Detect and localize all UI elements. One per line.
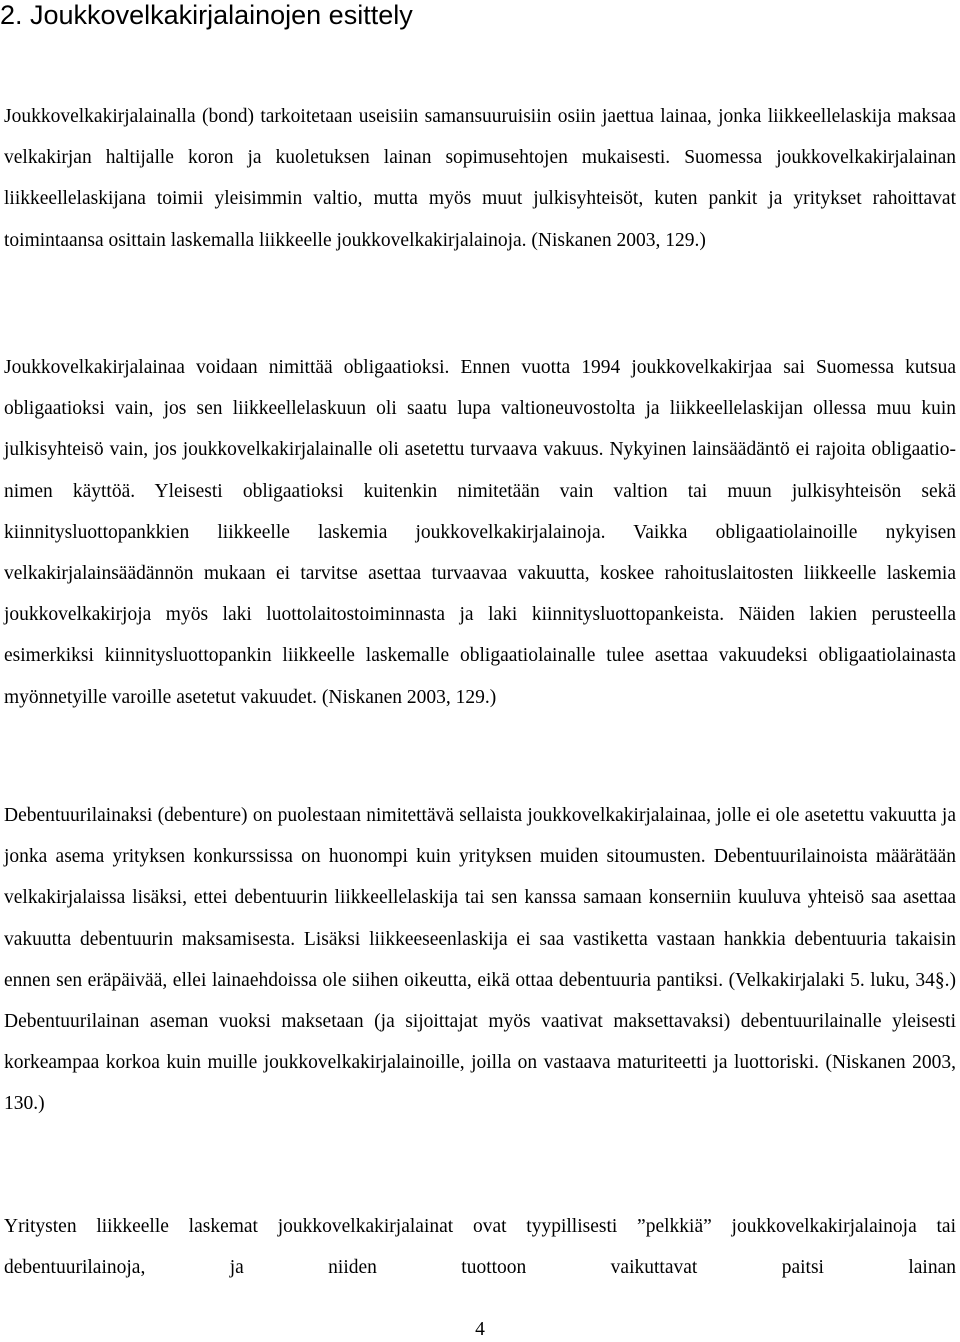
section-heading: 2. Joukkovelkakirjalainojen esittely bbox=[0, 0, 413, 30]
paragraph-debenture: Debentuurilainaksi (debenture) on puolestaan nimitettävä sellaista joukkovelkakirjalainaa, jolle ei ole asetettu vakuutta ja jonka asema yrityksen konkurssissa on huonompi kuin yrityksen muiden sitoumusten. Debentuurilainoista määrätään velkakirjalaissa lisäksi, ettei debentuurin liikkeellelaskija tai sen kanssa samaan konserniin kuuluva yhteisö saa asettaa vakuutta debentuurin maksamisesta. Lisäksi liikkeeseenlaskija ei saa vastiketta vastaan hankkia debentuuria takaisin ennen sen eräpäivää, ellei lainaehdoissa ole siihen oikeutta, eikä ottaa debentuuria pantiksi. (Velkakirjalaki 5. luku, 34§.) Debentuurilainan aseman vuoksi maksetaan (ja sijoittajat myös vaativat maksettavaksi) debentuurilainalle yleisesti korkeampaa korkoa kuin muille joukkovelkakirjalainoille, joilla on vastaava maturiteetti ja luottoriski. (Niskanen 2003, 130.) bbox=[4, 805, 956, 1115]
paragraph-obligation: Joukkovelkakirjalainaa voidaan nimittää obligaatioksi. Ennen vuotta 1994 joukkovelkakirjaa sai Suomessa kutsua obligaatioksi vain, jos sen liikkeellelaskuun oli saatu lupa valtioneuvostolta ja liikkeellelaskijan ollessa muu kuin julkisyhteisö vain, jos joukkovelkakirjalainalle oli asetettu turvaava vakuus. Nykyinen lainsäädäntö ei rajoita obligaatio-nimen käyttöä. Yleisesti obligaatioksi kuitenkin nimitetään vain valtion tai muun julkisyhteisön sekä kiinnitysluottopankkien liikkeelle laskemia joukkovelkakirjalainoja. Vaikka obligaatiolainoille nykyisen velkakirjalainsäädännön mukaan ei tarvitse asettaa turvaavaa vakuutta, koskee rahoituslaitosten liikkeelle laskemia joukkovelkakirjoja myös laki luottolaitostoiminnasta ja laki kiinnitysluottopankeista. Näiden lakien perusteella esimerkiksi kiinnitysluottopankin liikkeelle laskemalle obligaatiolainalle tulee asettaa vakuudeksi obligaatiolainasta myönnetyille varoille asetetut vakuudet. (Niskanen 2003, 129.) bbox=[4, 357, 956, 708]
paragraph-bond-definition: Joukkovelkakirjalainalla (bond) tarkoitetaan useisiin samansuuruisiin osiin jaettua lainaa, jonka liikkeellelaskija maksaa velkakirjan haltijalle koron ja kuoletuksen lainan sopimusehtojen mukaisesti. Suomessa joukkovelkakirjalainan liikkeellelaskijana toimii yleisimmin valtio, mutta myös muut julkisyhteisöt, kuten pankit ja yritykset rahoittavat toimintaansa osittain laskemalla liikkeelle joukkovelkakirjalainoja. (Niskanen 2003, 129.) bbox=[4, 106, 956, 251]
page-number: 4 bbox=[475, 1319, 485, 1340]
paragraph-corporate-bonds: Yritysten liikkeelle laskemat joukkovelkakirjalainat ovat tyypillisesti ”pelkkiä” joukkovelkakirjalainoja tai debentuurilainoja, ja niiden tuottoon vaikuttavat paitsi lainan bbox=[4, 1216, 956, 1279]
